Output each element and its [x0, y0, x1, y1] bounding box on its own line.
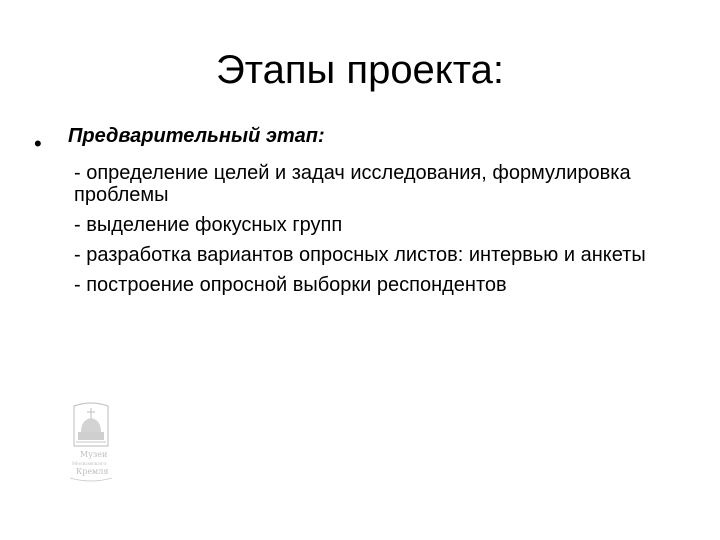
- museum-logo-icon: [66, 400, 116, 484]
- sub-item: [34, 244, 694, 266]
- sub-item-list: [34, 162, 694, 296]
- sub-item-text: - разработка вариантов опросных листов: интервью и анкеты: [74, 244, 646, 266]
- bullet-item: [34, 125, 694, 162]
- slide-content: [34, 125, 694, 304]
- sub-item: [34, 274, 694, 296]
- bullet-dot-icon: •: [34, 131, 42, 156]
- slide-title: Этапы проекта:: [216, 48, 504, 92]
- sub-item-text: - определение целей и задач исследования, формулировка проблемы: [74, 162, 631, 206]
- svg-text:Московского: Московского: [72, 461, 107, 467]
- bullet-heading: Предварительный этап:: [68, 125, 325, 147]
- svg-text:Музеи: Музеи: [80, 450, 108, 459]
- svg-text:Кремля: Кремля: [76, 467, 109, 476]
- sub-item: [34, 162, 694, 206]
- sub-item-text: - выделение фокусных групп: [74, 214, 343, 236]
- sub-item-text: - построение опросной выборки респондентов: [74, 274, 507, 296]
- sub-item: [34, 214, 694, 236]
